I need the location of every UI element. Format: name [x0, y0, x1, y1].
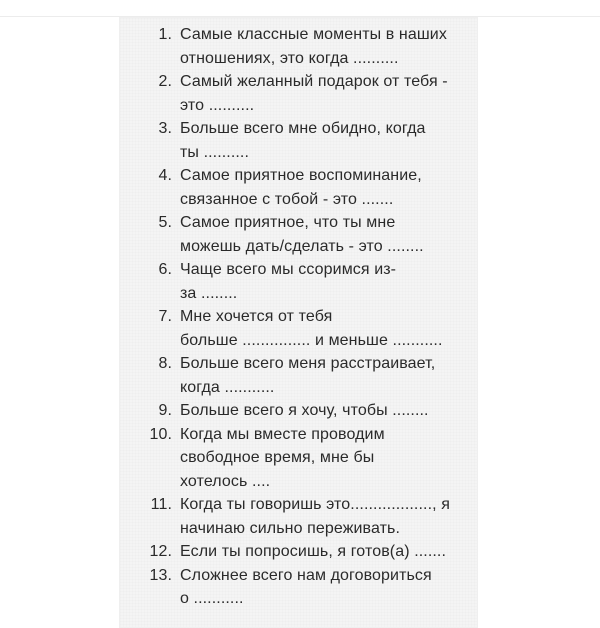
note-card	[119, 17, 478, 628]
item-text: Когда мы вместе проводим свободное время, мне бы хотелось ....	[180, 425, 385, 490]
item-text: Больше всего я хочу, чтобы ........	[180, 402, 429, 419]
item-number: 6.	[158, 261, 172, 278]
item-number: 10.	[149, 425, 172, 443]
list-item	[119, 305, 478, 352]
question-list	[119, 23, 478, 611]
item-text: Самое приятное, что ты мне можешь дать/сделать - это ........	[180, 214, 424, 255]
item-number: 2.	[158, 73, 172, 90]
item-number: 8.	[158, 355, 172, 372]
item-number: 13.	[149, 566, 172, 584]
list-item	[119, 164, 478, 211]
list-item	[119, 23, 478, 70]
item-number: 3.	[158, 120, 172, 137]
item-number: 1.	[158, 26, 172, 43]
list-item	[119, 399, 478, 423]
list-item	[119, 70, 478, 117]
item-text: Сложнее всего нам договориться о ...........	[180, 566, 432, 607]
item-text: Больше всего мне обидно, когда ты ..........	[180, 120, 426, 161]
item-number: 11.	[150, 496, 172, 513]
item-text: Самое приятное воспоминание, связанное с тобой - это .......	[180, 167, 422, 208]
list-item	[119, 211, 478, 258]
item-text: Чаще всего мы ссоримся из- за ........	[180, 261, 397, 302]
item-number: 12.	[149, 543, 172, 560]
item-text: Самый желанный подарок от тебя - это ..........	[180, 73, 448, 114]
list-item	[119, 564, 478, 611]
item-text: Если ты попросишь, я готов(а) .......	[180, 543, 447, 560]
list-item	[119, 258, 478, 305]
item-text: Самые классные моменты в наших отношениях, это когда ..........	[180, 26, 447, 67]
list-item	[119, 352, 478, 399]
item-number: 5.	[158, 214, 172, 231]
item-text: Когда ты говоришь это.................., я начинаю сильно переживать.	[180, 496, 450, 537]
item-number: 9.	[158, 402, 172, 419]
list-item	[119, 117, 478, 164]
list-item	[119, 493, 478, 540]
item-number: 7.	[158, 308, 172, 325]
list-item	[119, 423, 478, 494]
item-text: Больше всего меня расстраивает, когда ...........	[180, 355, 436, 396]
list-item	[119, 540, 478, 564]
item-text: Мне хочется от тебя больше ............... и меньше ...........	[180, 308, 443, 349]
item-number: 4.	[158, 167, 172, 184]
